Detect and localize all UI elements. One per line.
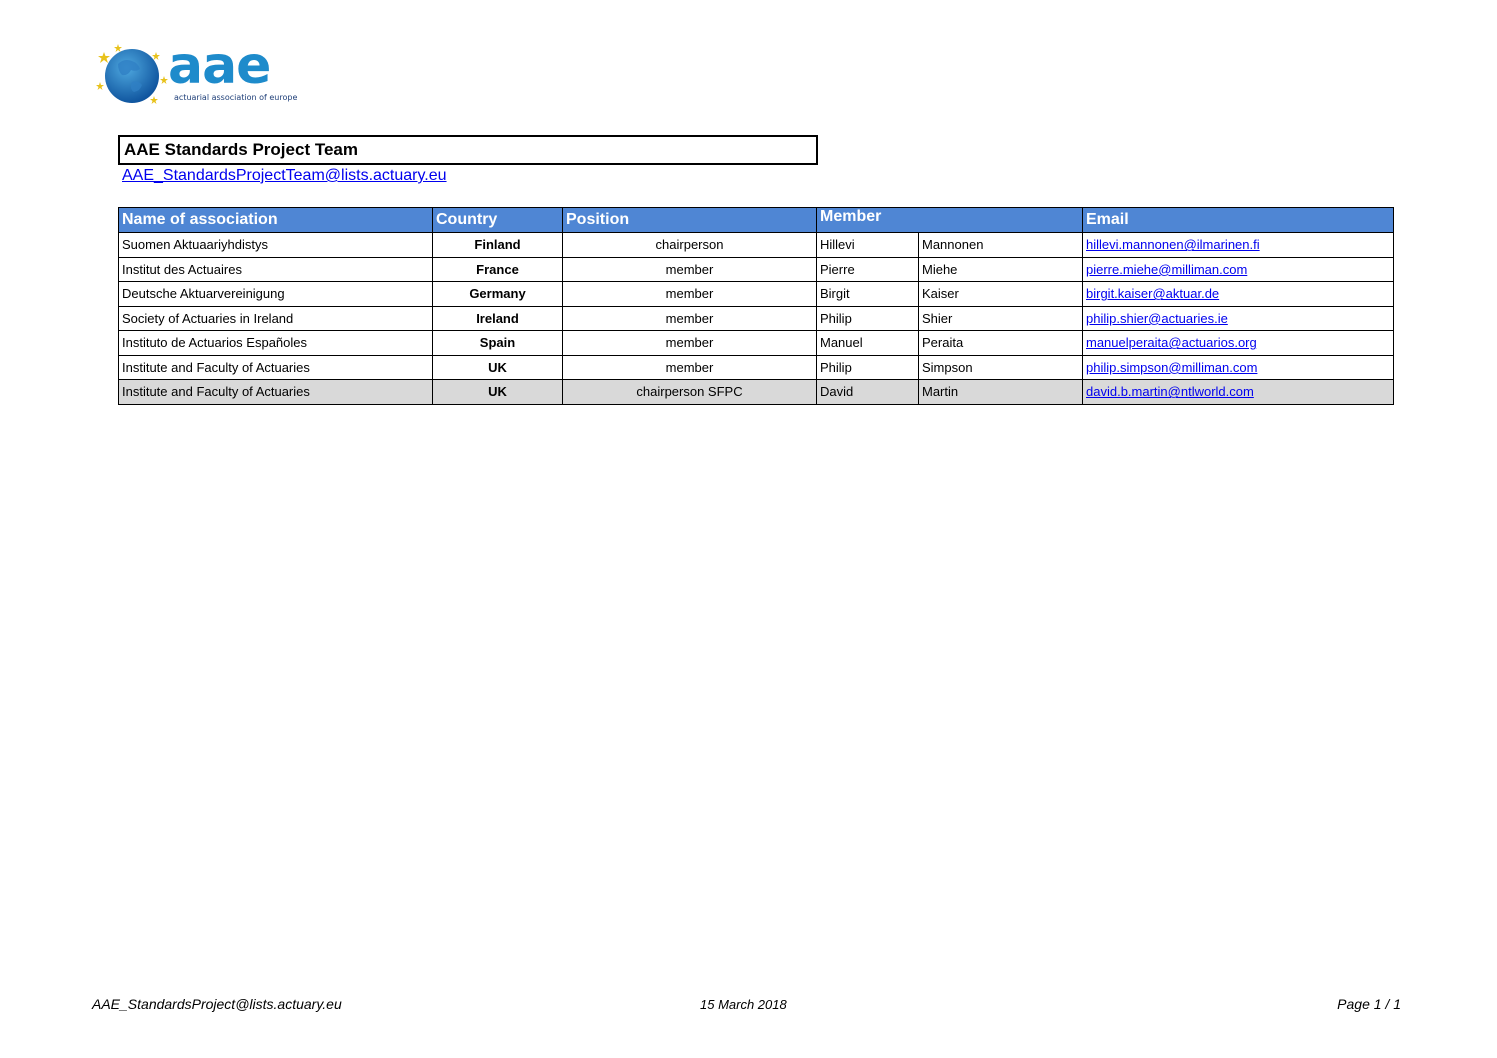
cell-last-name: Peraita xyxy=(919,331,1083,356)
header-country: Country xyxy=(433,208,563,233)
footer-email: AAE_StandardsProject@lists.actuary.eu xyxy=(92,996,342,1012)
cell-position: chairperson xyxy=(563,233,817,258)
cell-first-name: Birgit xyxy=(817,282,919,307)
cell-position: chairperson SFPC xyxy=(563,380,817,405)
team-title-box xyxy=(118,135,818,165)
cell-email-link[interactable]: manuelperaita@actuarios.org xyxy=(1086,335,1257,351)
cell-association: Institute and Faculty of Actuaries xyxy=(119,380,433,405)
page-title: AAE Standards Project Team xyxy=(124,140,358,159)
cell-first-name: Philip xyxy=(817,306,919,331)
table-row xyxy=(119,380,1394,405)
cell-last-name: Mannonen xyxy=(919,233,1083,258)
cell-country: Germany xyxy=(433,282,563,307)
header-member: Member xyxy=(817,208,1083,233)
cell-last-name: Miehe xyxy=(919,257,1083,282)
cell-country: Finland xyxy=(433,233,563,258)
cell-position: member xyxy=(563,282,817,307)
cell-country: UK xyxy=(433,380,563,405)
cell-association: Institute and Faculty of Actuaries xyxy=(119,355,433,380)
cell-last-name: Kaiser xyxy=(919,282,1083,307)
cell-position: member xyxy=(563,306,817,331)
logo-wordmark: aae xyxy=(168,36,271,96)
cell-last-name: Simpson xyxy=(919,355,1083,380)
cell-last-name: Shier xyxy=(919,306,1083,331)
cell-first-name: Pierre xyxy=(817,257,919,282)
cell-country: UK xyxy=(433,355,563,380)
globe-stars-icon xyxy=(96,42,174,108)
cell-country: Ireland xyxy=(433,306,563,331)
cell-email-link[interactable]: birgit.kaiser@aktuar.de xyxy=(1086,286,1220,302)
cell-email-link[interactable]: philip.shier@actuaries.ie xyxy=(1086,310,1228,326)
cell-association: Deutsche Aktuarvereinigung xyxy=(119,282,433,307)
cell-last-name: Martin xyxy=(919,380,1083,405)
cell-association: Society of Actuaries in Ireland xyxy=(119,306,433,331)
table-row xyxy=(119,282,1394,307)
cell-association: Suomen Aktuaariyhdistys xyxy=(119,233,433,258)
cell-first-name: Philip xyxy=(817,355,919,380)
cell-first-name: Hillevi xyxy=(817,233,919,258)
cell-country: France xyxy=(433,257,563,282)
table-row xyxy=(119,331,1394,356)
aae-logo xyxy=(96,36,316,108)
cell-country: Spain xyxy=(433,331,563,356)
team-email-link[interactable]: AAE_StandardsProjectTeam@lists.actuary.eu xyxy=(122,167,447,184)
table-row xyxy=(119,306,1394,331)
table-header-row xyxy=(119,208,1394,233)
table-row xyxy=(119,355,1394,380)
header-position: Position xyxy=(563,208,817,233)
cell-association: Instituto de Actuarios Españoles xyxy=(119,331,433,356)
footer-date: 15 March 2018 xyxy=(700,997,787,1012)
cell-email-link[interactable]: hillevi.mannonen@ilmarinen.fi xyxy=(1086,237,1260,253)
cell-email-link[interactable]: david.b.martin@ntlworld.com xyxy=(1086,384,1254,400)
members-table xyxy=(118,207,1394,405)
logo-tagline: actuarial association of europe xyxy=(174,93,298,102)
cell-position: member xyxy=(563,331,817,356)
cell-position: member xyxy=(563,257,817,282)
table-row xyxy=(119,233,1394,258)
header-email: Email xyxy=(1083,208,1394,233)
cell-first-name: David xyxy=(817,380,919,405)
cell-email-link[interactable]: philip.simpson@milliman.com xyxy=(1086,359,1258,375)
table-row xyxy=(119,257,1394,282)
cell-email-link[interactable]: pierre.miehe@milliman.com xyxy=(1086,261,1248,277)
cell-association: Institut des Actuaires xyxy=(119,257,433,282)
cell-position: member xyxy=(563,355,817,380)
footer-page-number: Page 1 / 1 xyxy=(1337,996,1401,1012)
header-association: Name of association xyxy=(119,208,433,233)
cell-first-name: Manuel xyxy=(817,331,919,356)
